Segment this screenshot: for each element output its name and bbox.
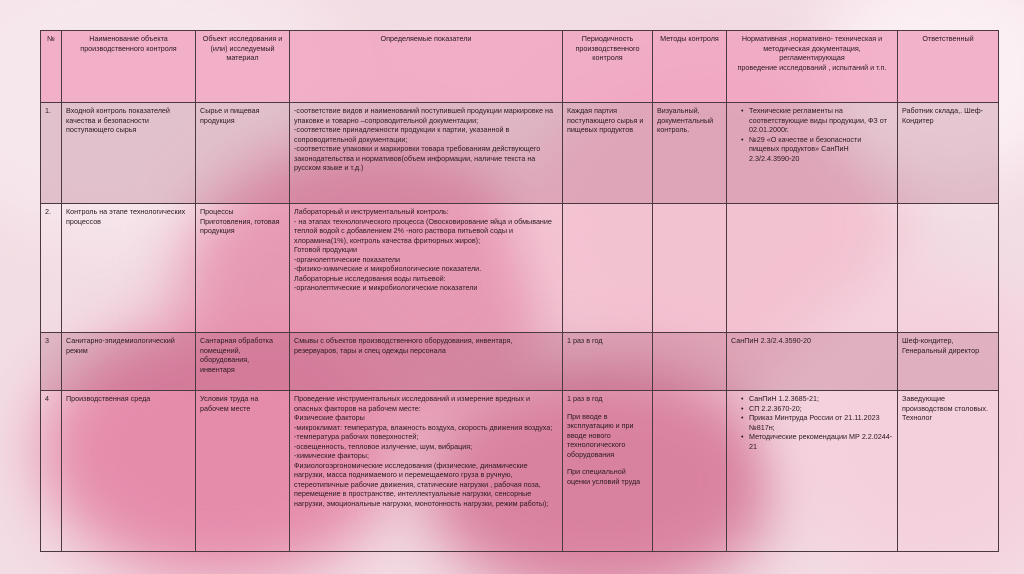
table-row: 1. Входной контроль показателей качества и безопасности поступающего сырья Сырье и пищевая продукция -соответствие видов и наименований поступившей продукции маркировке на упаковке и товарно –сопроводительной документации; -соответствие принадлежности продукции к партии, указанной в сопроводительной документации; -соответствие упаковки и маркировки товара требованиям действующего законодательства и нормативов(объем информации, наличие текста на русском языке и т.д.) Каждая партия поступающего сырья и пищевых продуктов Визуальный, документальный контроль. • Технические регламенты на соответствующие виды продукции, ФЗ от 02.01.2000г. • №29 «О качестве и безопасности пищевых продуктов» СанПиН 2.3/2.4.3590-20 Работник склада,. Шеф-Кондитер [41,103,999,204]
header-num: № [41,31,62,103]
list-item: • Технические регламенты на соответствующие виды продукции, ФЗ от 02.01.2000г. [741,106,893,135]
list-item: • СанПиН 1.2.3685-21; [741,394,893,404]
table-header-row [41,31,999,103]
row4-indicators: Проведение инструментальных исследований и измерение вредных и опасных факторов на рабочем месте: Физические факторы -микроклимат: температура, влажность воздуха, скорость движения воздуха; -температура рабочих поверхностей; -освещенность, тепловое излучение, шум, вибрация; -химические факторы; Физиологоэргономические исследования (физические, динамические нагрузки, масса поднимаемого и перемещаемого груза в ручную, стереотипичные рабочие движения, статические нагрузки , рабочая поза, перемещение в пространстве, интеллектуальные нагрузки, сенсорные нагрузки, эмоциональные нагрузки, монотонность нагрузки, режим работы); [290,391,563,552]
list-item: • №29 «О качестве и безопасности пищевых продуктов» СанПиН 2.3/2.4.3590-20 [741,135,893,164]
row1-indicators: -соответствие видов и наименований поступившей продукции маркировке на упаковке и товарно –сопроводительной документации; -соответствие принадлежности продукции к партии, указанной в сопроводительной документации; -соответствие упаковки и маркировки товара требованиям действующего законодательства и нормативов(объем информации, наличие текста на русском языке и т.д.) [290,103,563,204]
list-item: • СП 2.2.3670-20; [741,404,893,414]
header-frequency: Периодичность производственного контроля [563,31,653,103]
header-methods: Методы контроля [653,31,727,103]
production-control-table [40,30,999,552]
table-row: 3 Санитарно-эпидемиологический режим Сантарная обработка помещений, оборудования, инвентаря Смывы с объектов производственного оборудования, инвентаря, резервуаров, тары и спец одежды персонала 1 раз в год СанПиН 2.3/2.4.3590-20 Шеф-кондитер, Генеральный директор [41,333,999,391]
header-indicators: Определяемые показатели [290,31,563,103]
row2-indicators: Лабораторный и инструментальный контроль: - на этапах технологического процесса (Овосковирование яйца и обмывание теплой водой с добавлением 2% -ного раствора питьевой соды и хлорамина(1%), контроль качества фритюрных жиров); Готовой продукции -органолептические показатели -физико-химические и микробиологические показатели. Лабораторные исследования воды питьевой: -органолептические и микробиологические показатели [290,204,563,333]
row4-frequency: 1 раз в год При вводе в эксплуатацию и при вводе нового технологического оборудования При специальной оценки условий труда [563,391,653,552]
table-row: 4 Производственная среда Условия труда на рабочем месте Проведение инструментальных исследований и измерение вредных и опасных факторов на рабочем месте: Физические факторы -микроклимат: температура, влажность воздуха, скорость движения воздуха; -температура рабочих поверхностей; -освещенность, тепловое излучение, шум, вибрация; -химические факторы; Физиологоэргономические исследования (физические, динамические нагрузки, масса поднимаемого и перемещаемого груза в ручную, стереотипичные рабочие движения, статические нагрузки , рабочая поза, перемещение в пространстве, интеллектуальные нагрузки, сенсорные нагрузки, эмоциональные нагрузки, монотонность нагрузки, режим работы); 1 раз в год При вводе в эксплуатацию и при вводе нового технологического оборудования При специальной оценки условий труда • СанПиН 1.2.3685-21; • СП 2.2.3670-20; • Приказ Минтруда России от 21.11.2023 №817н; • Методические рекомендации МР 2.2.0244-21 Заведующие производством столовых. Технолог [41,391,999,552]
header-material: Объект исследования и (или) исследуемый материал [196,31,290,103]
header-responsible: Ответственный [898,31,999,103]
list-item: • Методические рекомендации МР 2.2.0244-21 [741,432,893,451]
row1-normative [727,103,898,204]
table-row: 2. Контроль на этапе технологических процессов Процессы Приготовления, готовая продукция Лабораторный и инструментальный контроль: - на этапах технологического процесса (Овосковирование яйца и обмывание теплой водой с добавлением 2% -ного раствора питьевой соды и хлорамина(1%), контроль качества фритюрных жиров); Готовой продукции -органолептические показатели -физико-химические и микробиологические показатели. Лабораторные исследования воды питьевой: -органолептические и микробиологические показатели [41,204,999,333]
header-normative: Нормативная ,нормативно- техническая и методическая документация, регламентирующая проведение исследований , испытаний и т.п. [727,31,898,103]
list-item: • Приказ Минтруда России от 21.11.2023 №817н; [741,413,893,432]
header-object: Наименование объекта производственного контроля [62,31,196,103]
row4-normative [727,391,898,552]
